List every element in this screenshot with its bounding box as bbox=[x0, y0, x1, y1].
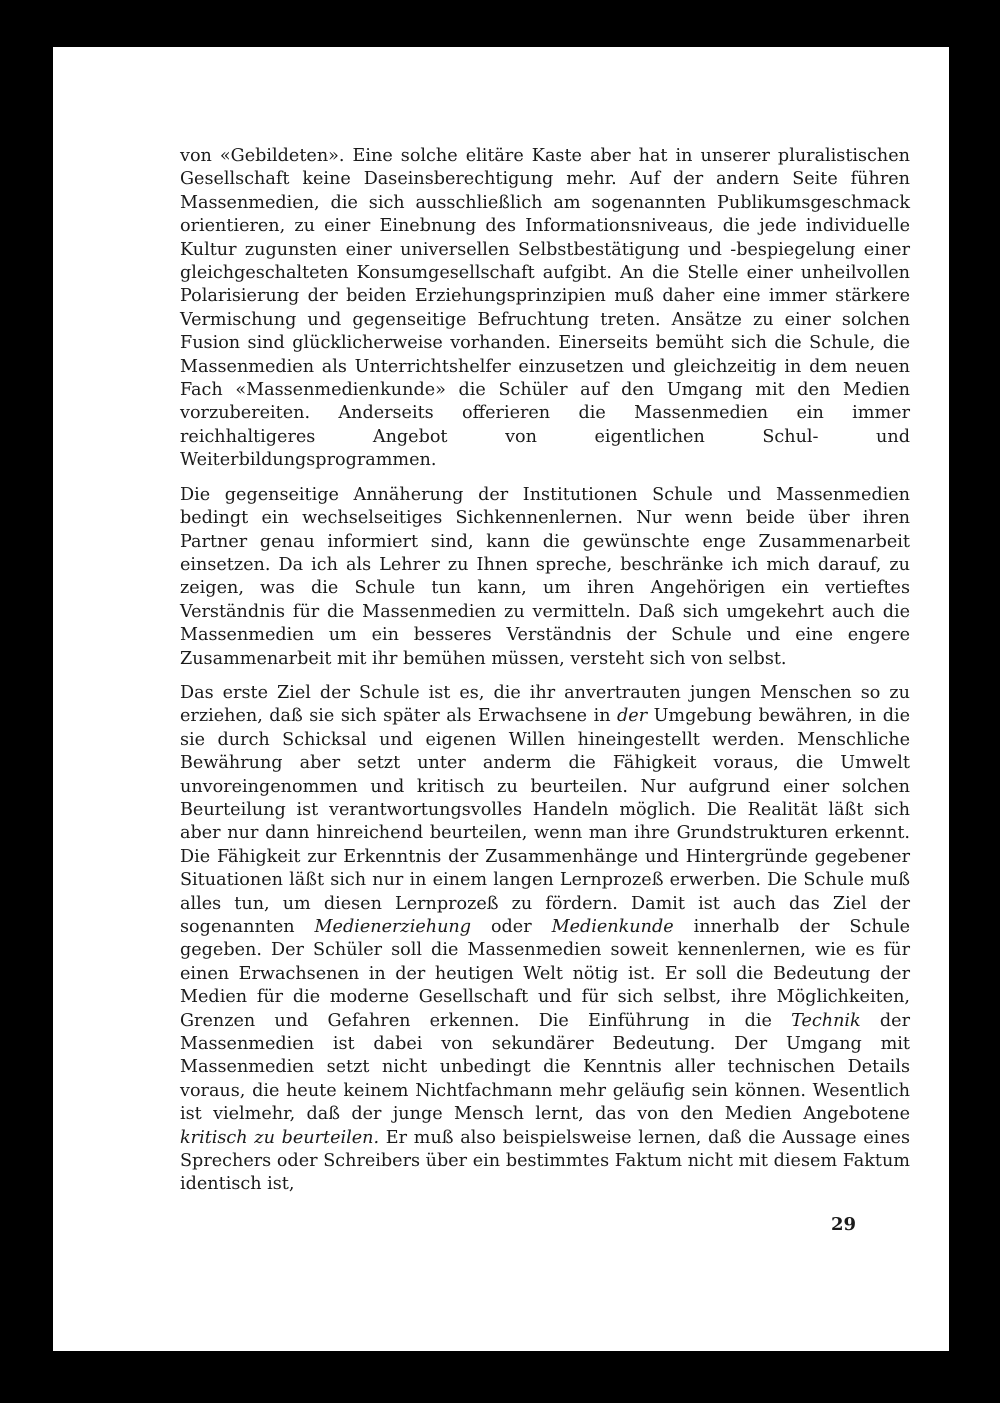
paragraph-1-text: von «Gebildeten». Eine solche elitäre Kaste aber hat in unserer pluralistischen Gesellschaft keine Daseinsberechtigung mehr. Auf der andern Seite führen Massenmedien, die sich ausschließlich am sogenannten Publikumsgeschmack orientieren, zu einer Einebnung des Informationsniveaus, die jede individuelle Kultur zugunsten einer universellen Selbstbestätigung und -bespiegelung einer gleichgeschalteten Konsumgesellschaft aufgibt. An die Stelle einer unheilvollen Polarisierung der beiden Erziehungsprinzipien muß daher eine immer stärkere Vermischung und gegenseitige Befruchtung treten. Ansätze zu einer solchen Fusion sind glücklicherweise vorhanden. Einerseits bemüht sich die Schule, die Massenmedien als Unterrichtshelfer einzusetzen und gleichzeitig in dem neuen Fach «Massenmedienkunde» die Schüler auf den Umgang mit den Medien vorzubereiten. Anderseits offerieren die Massenmedien ein immer reichhaltigeres Angebot von eigentlichen Schul- und Weiterbildungsprogrammen. bbox=[180, 146, 910, 471]
paragraph-3-segment: innerhalb der Schule gegeben. Der Schüler soll die Massenmedien soweit kennenlernen, wie es für einen Erwachsenen in der heutigen Welt nötig ist. Er soll die Bedeutung der Medien für die moderne Gesellschaft und für sich selbst, ihre Möglichkeiten, Grenzen und Gefahren erkennen. Die Einführung in die bbox=[180, 917, 910, 1031]
emphasis-kritisch: kritisch zu beurteilen. bbox=[180, 1127, 380, 1148]
paragraph-3 bbox=[180, 682, 910, 1197]
document-page bbox=[53, 47, 949, 1351]
paragraph-3-segment: oder bbox=[471, 917, 552, 937]
paragraph-2 bbox=[180, 484, 910, 671]
emphasis-technik: Technik bbox=[791, 1010, 861, 1031]
paragraph-3-segment: Umgebung bewähren, in die sie durch Schicksal und eigenen Willen hineingestellt werden. Menschliche Bewährung aber setzt unter anderm die Fähigkeit voraus, die Umwelt unvoreingenommen und kritisch zu beurteilen. Nur aufgrund einer solchen Beurteilung ist verantwortungsvolles Handeln möglich. Die Realität läßt sich aber nur dann hinreichend beurteilen, wenn man ihre Grundstrukturen erkennt. Die Fähigkeit zur Erkenntnis der Zusammenhänge und Hintergründe gegebener Situationen läßt sich nur in einem langen Lernprozeß erwerben. Die Schule muß alles tun, um diesen Lernprozeß zu fördern. Damit ist auch das Ziel der sogenannten bbox=[180, 706, 910, 937]
paragraph-1 bbox=[180, 145, 910, 473]
paragraph-2-text: Die gegenseitige Annäherung der Institutionen Schule und Massenmedien bedingt ein wechselseitiges Sichkennenlernen. Nur wenn beide über ihren Partner genau informiert sind, kann die gewünschte enge Zusammenarbeit einsetzen. Da ich als Lehrer zu Ihnen spreche, beschränke ich mich darauf, zu zeigen, was die Schule tun kann, um ihren Angehörigen ein vertieftes Verständnis für die Massenmedien zu vermitteln. Daß sich umgekehrt auch die Massenmedien um ein besseres Verständnis der Schule und eine engere Zusammenarbeit mit ihr bemühen müssen, versteht sich von selbst. bbox=[180, 484, 910, 669]
paragraph-3-segment: Das erste Ziel der Schule ist es, die ihr anvertrauten jungen Menschen so zu erziehen, daß sie sich später als Erwachsene in bbox=[180, 682, 910, 727]
page-number: 29 bbox=[830, 1214, 856, 1235]
emphasis-medienerziehung: Medienerziehung bbox=[314, 917, 471, 937]
body-text bbox=[180, 145, 910, 1197]
emphasis-medienkunde: Medienkunde bbox=[551, 917, 674, 937]
paragraph-3-segment: Er muß also beispielsweise lernen, daß die Aussage eines Sprechers oder Schreibers über ein bestimmtes Faktum nicht mit diesem Faktum identisch ist, bbox=[180, 1127, 910, 1195]
paragraph-3-segment: der Massenmedien ist dabei von sekundärer Bedeutung. Der Umgang mit Massenmedien setzt nicht unbedingt die Kenntnis aller technischen Details voraus, die heute keinem Nichtfachmann mehr geläufig sein können. Wesentlich ist vielmehr, daß der junge Mensch lernt, das von den Medien Angebotene bbox=[180, 1010, 910, 1125]
emphasis-der: der bbox=[617, 706, 648, 727]
